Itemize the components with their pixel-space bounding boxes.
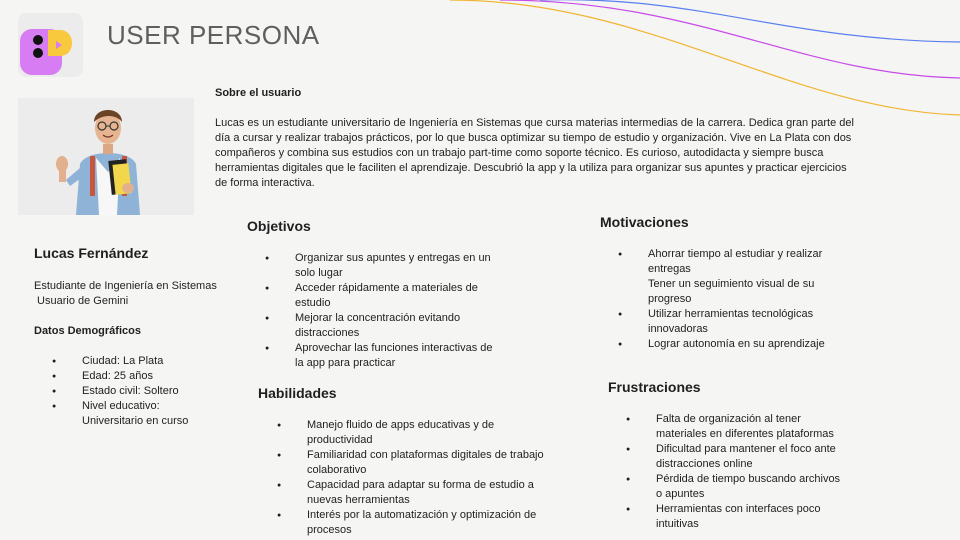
motivaciones-title: Motivaciones (600, 214, 689, 230)
habilidades-list (307, 418, 547, 538)
app-logo (18, 13, 83, 77)
curve-yellow (450, 0, 960, 115)
list-item: ● Pérdida de tiempo buscando archivos o apuntes (656, 472, 841, 502)
frustraciones-list (656, 412, 841, 532)
list-item: ● Dificultad para mantener el foco ante distracciones online (656, 442, 841, 472)
list-item: ● Interés por la automatización y optimización de procesos (307, 508, 547, 538)
list-item: ● Edad: 25 años (82, 369, 212, 384)
list-item: ● Familiaridad con plataformas digitales de trabajo colaborativo (307, 448, 547, 478)
persona-role: Estudiante de Ingeniería en Sistemas Usuario de Gemini (34, 280, 217, 307)
list-item: ● Ahorrar tiempo al estudiar y realizar entregas Tener un seguimiento visual de su progreso (648, 247, 833, 307)
list-item: ● Nivel educativo: Universitario en curso (82, 399, 212, 429)
persona-photo (18, 98, 194, 215)
list-item: ● Capacidad para adaptar su forma de estudio a nuevas herramientas (307, 478, 547, 508)
list-item: ● Lograr autonomía en su aprendizaje (648, 337, 833, 352)
demographics-title: Datos Demográficos (34, 325, 141, 337)
motivaciones-list (648, 247, 833, 352)
objetivos-list (295, 251, 495, 371)
list-item: ● Ciudad: La Plata (82, 354, 212, 369)
list-item: ● Aprovechar las funciones interactivas de la app para practicar (295, 341, 495, 371)
objetivos-title: Objetivos (247, 218, 311, 234)
list-item: ● Estado civil: Soltero (82, 384, 212, 399)
list-item: ● Organizar sus apuntes y entregas en un solo lugar (295, 251, 495, 281)
list-item: ● Herramientas con interfaces poco intuitivas (656, 502, 841, 532)
frustraciones-title: Frustraciones (608, 379, 701, 395)
list-item: ● Falta de organización al tener materiales en diferentes plataformas (656, 412, 841, 442)
demographics-list (82, 354, 212, 429)
habilidades-title: Habilidades (258, 385, 337, 401)
list-item: ● Manejo fluido de apps educativas y de productividad (307, 418, 547, 448)
list-item: ● Mejorar la concentración evitando distracciones (295, 311, 495, 341)
page-title: USER PERSONA (107, 20, 320, 50)
list-item: ● Utilizar herramientas tecnológicas innovadoras (648, 307, 833, 337)
persona-name: Lucas Fernández (34, 245, 149, 261)
about-text: Lucas es un estudiante universitario de Ingeniería en Sistemas que cursa materias intermedias de la carrera. Dedica gran parte del día a cursar y realizar trabajos prácticos, por lo que busca optimizar su tiempo de estudio y organización. Vive en La Plata con dos compañeros y combina sus estudios con un trabajo part-time como soporte técnico. Es curioso, autodidacta y siempre busca herramientas digitales que le faciliten el aprendizaje. Descubrió la app y la utiliza para organizar sus apuntes y practicar ejercicios de forma interactiva. (215, 117, 854, 189)
about-title: Sobre el usuario (215, 87, 302, 99)
list-item: ● Acceder rápidamente a materiales de estudio (295, 281, 495, 311)
